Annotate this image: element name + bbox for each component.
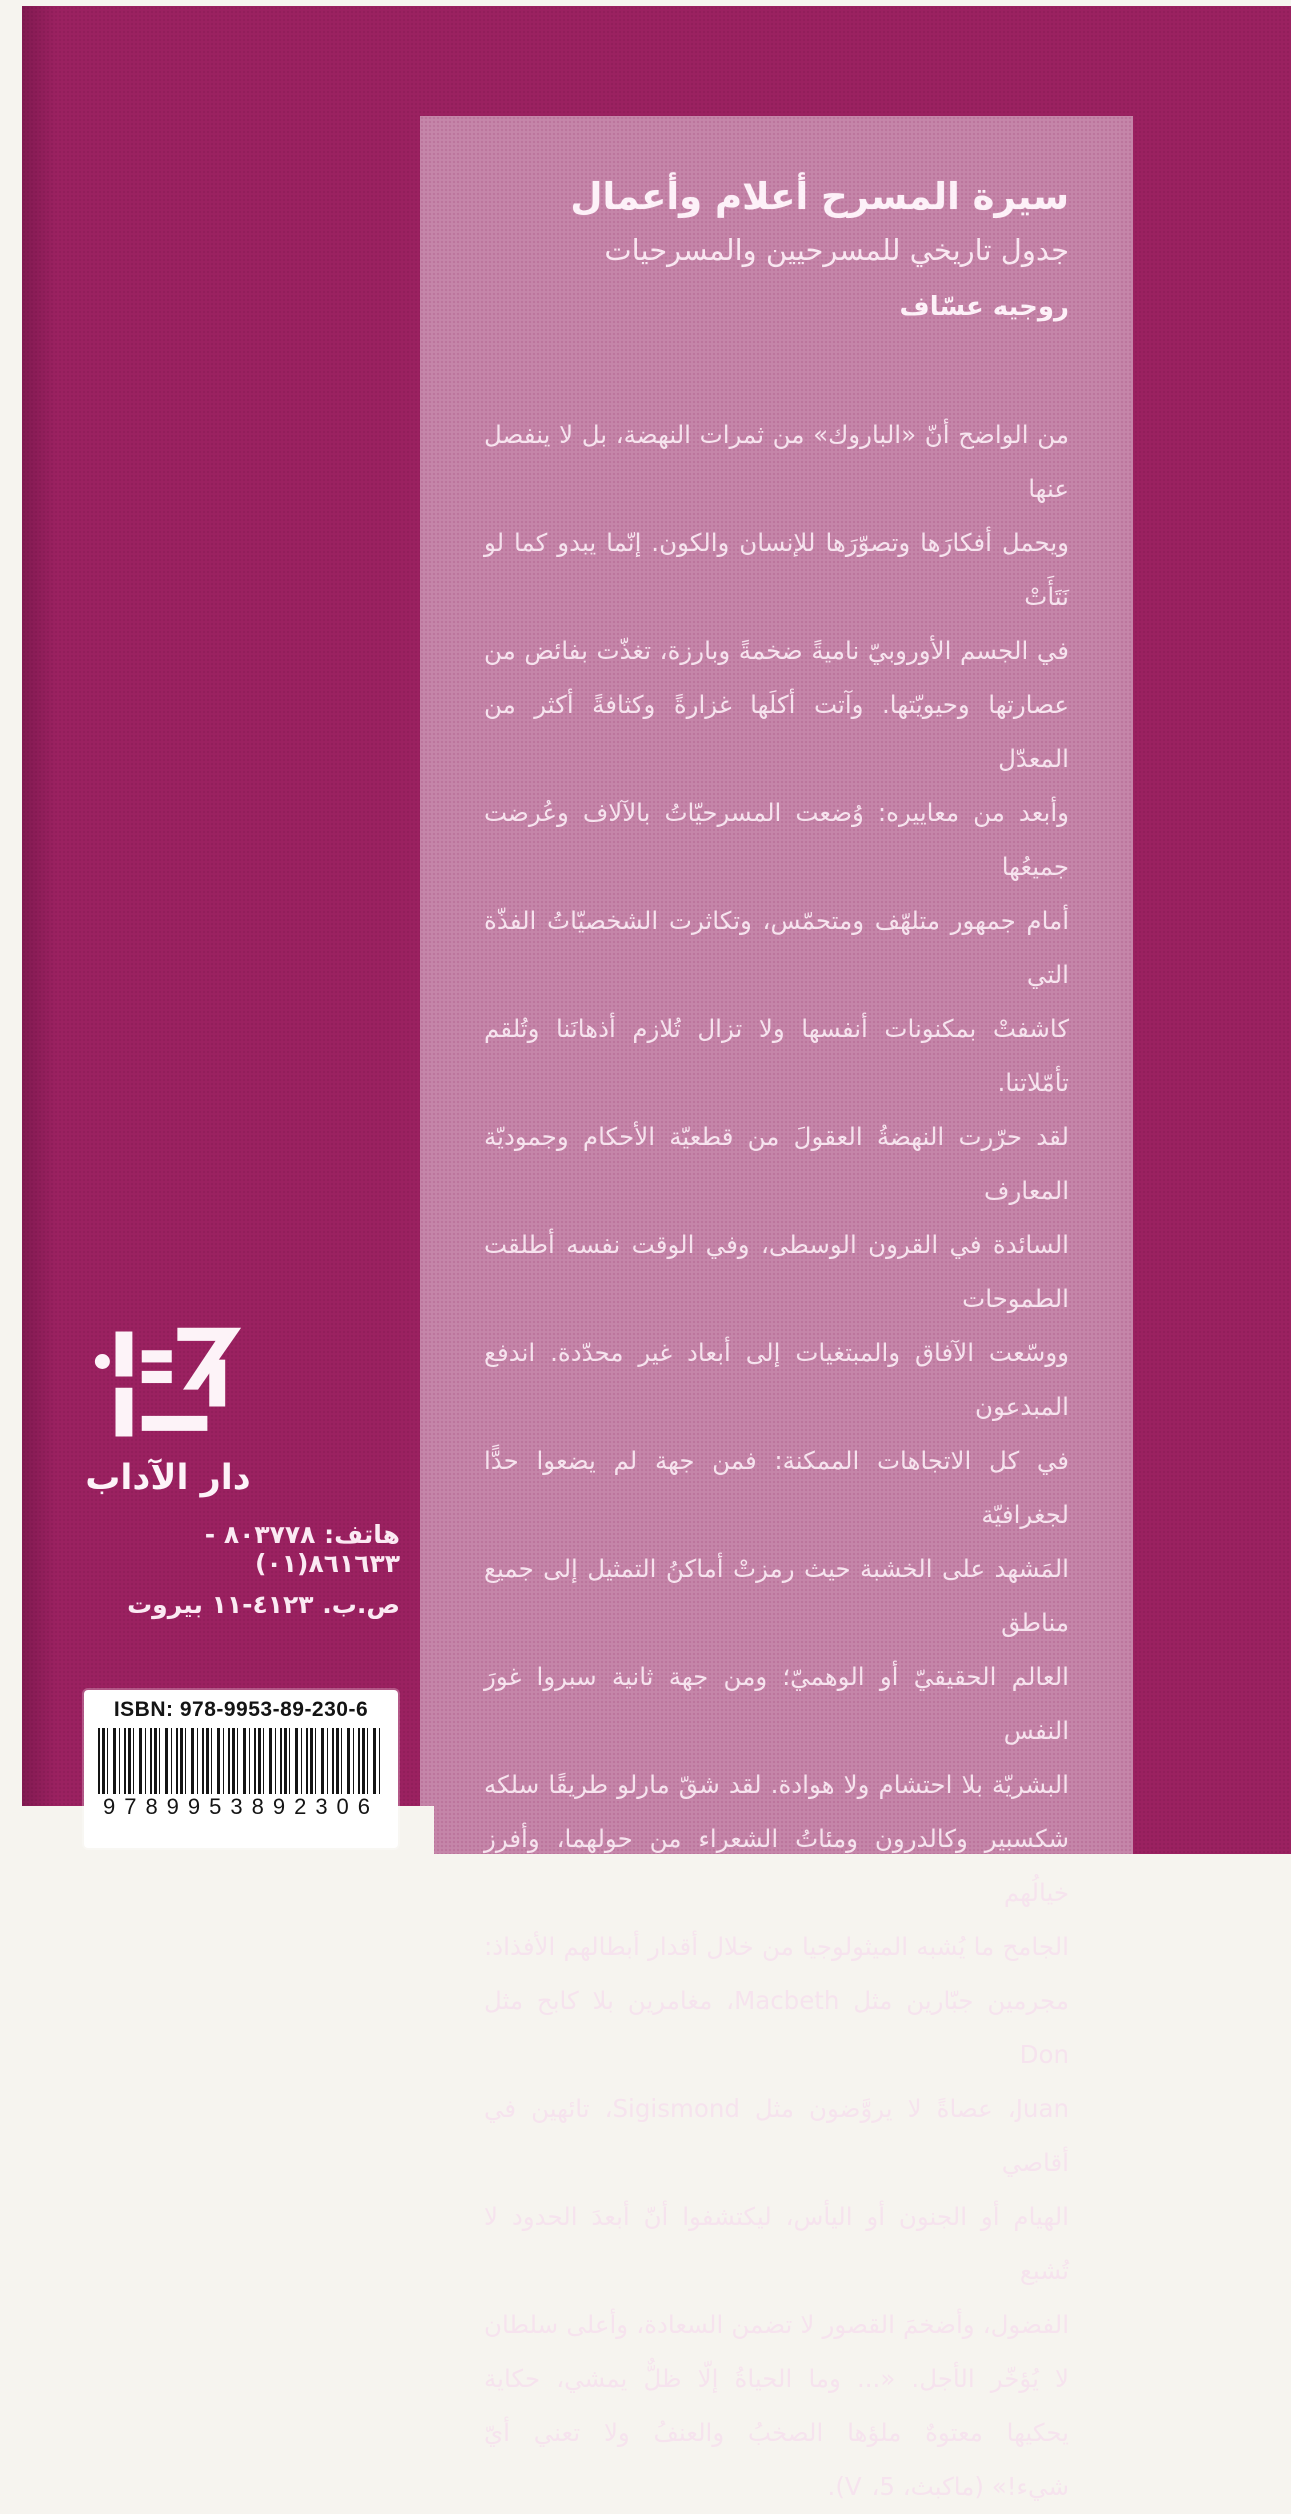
publisher-block xyxy=(52,1322,400,1619)
blurb-line: أمام جمهور متلهّف ومتحمّس، وتكاثرت الشخصيّاتُ الفذّة التي xyxy=(484,906,1069,989)
blurb-line: عصارتها وحيويّتها. وآتت أكلَها غزارةً وكثافةً أكثر من المعدّل xyxy=(484,690,1069,773)
barcode-icon xyxy=(98,1728,384,1794)
blurb-line: البشريّة بلا احتشام ولا هوادة. لقد شقّ مارلو طريقًا سلكه xyxy=(484,1770,1069,1799)
publisher-identity xyxy=(58,1322,278,1498)
publisher-po-box: ص.ب. ٤١٢٣-١١ بيروت xyxy=(127,1590,400,1619)
blurb-line: شيء!» (ماكبث، 5، V). xyxy=(827,2472,1069,2501)
blurb-line: السائدة في القرون الوسطى، وفي الوقت نفسه أطلقت الطموحات xyxy=(484,1230,1069,1313)
dar-al-adab-logo-icon xyxy=(93,1322,243,1446)
book-back-cover xyxy=(22,6,1291,2501)
blurb-line: الهيام أو الجنون أو اليأس، ليكتشفوا أنّ أبعدَ الحدود لا تُشبع xyxy=(484,2202,1069,2285)
barcode-digits: 9789953892306 xyxy=(102,1794,380,1819)
publisher-phone: هاتف: ٨٠٣٧٧٨ - ٨٦١٦٣٣(٠١) xyxy=(204,1520,400,1578)
blurb-line: مجرمين جبّارين مثل Macbeth، مغامرين بلا كابح مثل Don xyxy=(484,1986,1069,2069)
blurb-line: ووسّعت الآفاق والمبتغيات إلى أبعاد غير محدّدة. اندفع المبدعون xyxy=(484,1338,1069,1421)
blurb-line: العالم الحقيقيّ أو الوهميّ؛ ومن جهة ثانية سبروا غورَ النفس xyxy=(484,1662,1069,1745)
blurb-line: في كل الاتجاهات الممكنة: فمن جهة لم يضعوا حدًّا لجغرافيّة xyxy=(484,1446,1069,1529)
isbn-barcode-box xyxy=(84,1690,398,1848)
blurb-line: من الواضح أنّ «الباروك» من ثمرات النهضة، بل لا ينفصل عنها xyxy=(484,420,1069,503)
back-cover-blurb xyxy=(484,408,1069,2514)
author-name: روجيه عسّاف xyxy=(899,292,1069,322)
book-subtitle: جدول تاريخي للمسرحيين والمسرحيات xyxy=(604,233,1069,267)
isbn-number: ISBN: 978-9953-89-230-6 xyxy=(113,1698,369,1721)
blurb-line: الفضول، وأضخمَ القصور لا تضمن السعادة، وأعلى سلطان xyxy=(484,2310,1069,2339)
blurb-line: وأبعد من معاييره: وُضعت المسرحيّاتُ بالآلاف وعُرضت جميعُها xyxy=(484,798,1069,881)
blurb-panel xyxy=(420,116,1133,2501)
publisher-name: دار الآداب xyxy=(85,1458,251,1498)
blurb-line: في الجسم الأوروبيّ ناميةً ضخمةً وبارزة، تغذّت بفائض من xyxy=(484,636,1069,665)
blurb-line: شكسبير وكالدرون ومئاتُ الشعراء من حولهما، وأفرز خيالُهم xyxy=(484,1824,1069,1907)
blurb-line: Juan، عصاةً لا يروَّضون مثل Sigismond، تائهين في أقاصي xyxy=(484,2094,1069,2177)
blurb-line: يحكيها معتوهٌ ملؤها الصخبُ والعنفُ ولا تعني أيّ xyxy=(484,2418,1069,2447)
blurb-line: كاشفتْ بمكنونات أنفسها ولا تزال تُلازم أذهانَنا وتُلقم تأمّلاتنا. xyxy=(484,1014,1069,1097)
blurb-line: لا يُؤخّر الأجل. «... وما الحياةُ إلّا ظلٌّ يمشي، حكاية xyxy=(484,2364,1069,2393)
blurb-line: ويحمل أفكارَها وتصوّرَها للإنسان والكون. إنّما يبدو كما لو نَتَأَتْ xyxy=(484,528,1069,611)
blurb-line: المَشهد على الخشبة حيث رمزتْ أماكنُ التمثيل إلى جميع مناطق xyxy=(484,1554,1069,1637)
blurb-line: الجامح ما يُشبه الميثولوجيا من خلال أقدار أبطالهم الأفذاذ: xyxy=(484,1932,1069,1961)
blurb-line: لقد حرّرت النهضةُ العقولَ من قطعيّة الأحكام وجموديّة المعارف xyxy=(484,1122,1069,1205)
book-title: سيرة المسرح أعلام وأعمال xyxy=(570,175,1069,218)
